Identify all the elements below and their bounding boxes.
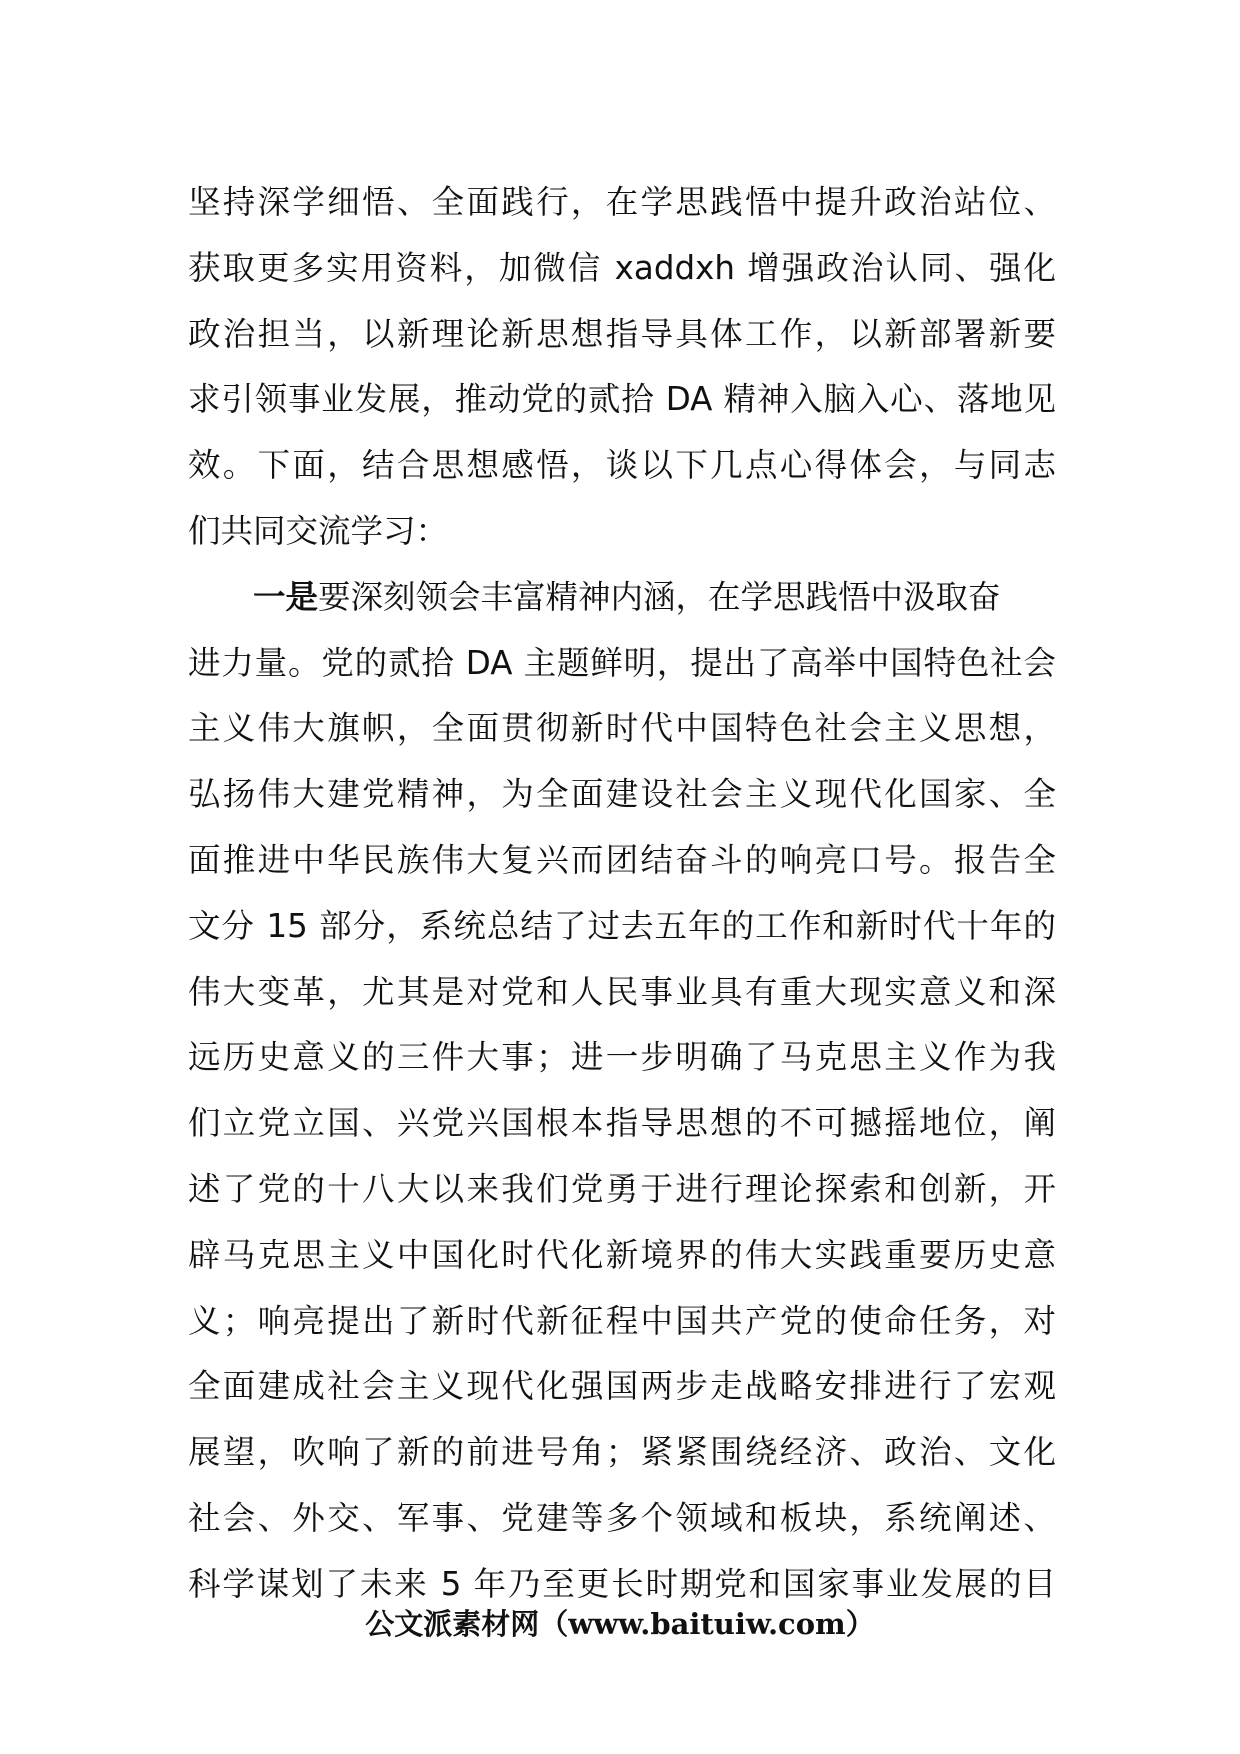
text-line: 主义伟大旗帜，全面贯彻新时代中国特色社会主义思想， bbox=[188, 709, 1056, 748]
text-line: 们共同交流学习： bbox=[188, 511, 449, 550]
document-body bbox=[188, 170, 1056, 1618]
text-line: 文分 15 部分，系统总结了过去五年的工作和新时代十年的 bbox=[188, 906, 1056, 945]
text-line: 社会、外交、军事、党建等多个领域和板块，系统阐述、 bbox=[188, 1498, 1056, 1537]
text-line: 求引领事业发展，推动党的贰拾 DA 精神入脑入心、落地见 bbox=[188, 380, 1056, 419]
paragraph-lead: 一是 bbox=[253, 577, 319, 616]
text-line: 们立党立国、兴党兴国根本指导思想的不可撼摇地位，阐 bbox=[188, 1104, 1056, 1143]
page-footer: 公文派素材网（www.baituiw.com） bbox=[365, 1607, 875, 1641]
paragraph-first-line-text: 要深刻领会丰富精神内涵，在学思践悟中汲取奋 bbox=[318, 577, 1001, 616]
text-line: 辟马克思主义中国化时代化新境界的伟大实践重要历史意 bbox=[188, 1235, 1056, 1274]
paragraph-first-line bbox=[188, 565, 1056, 631]
text-line: 进力量。党的贰拾 DA 主题鲜明，提出了高举中国特色社会 bbox=[188, 643, 1056, 682]
text-line: 展望，吹响了新的前进号角；紧紧围绕经济、政治、文化 bbox=[188, 1433, 1056, 1472]
text-line: 述了党的十八大以来我们党勇于进行理论探索和创新，开 bbox=[188, 1169, 1056, 1208]
text-line: 坚持深学细悟、全面践行，在学思践悟中提升政治站位、 bbox=[188, 183, 1056, 221]
text-line: 面推进中华民族伟大复兴而团结奋斗的响亮口号。报告全 bbox=[188, 840, 1056, 879]
text-line: 全面建成社会主义现代化强国两步走战略安排进行了宏观 bbox=[188, 1367, 1056, 1406]
text-line: 科学谋划了未来 5 年乃至更长时期党和国家事业发展的目 bbox=[188, 1564, 1056, 1603]
text-line: 获取更多实用资料，加微信 xaddxh 增强政治认同、强化 bbox=[188, 248, 1056, 287]
text-line: 远历史意义的三件大事；进一步明确了马克思主义作为我 bbox=[188, 1038, 1056, 1077]
text-line: 义；响亮提出了新时代新征程中国共产党的使命任务，对 bbox=[188, 1301, 1056, 1340]
text-line: 政治担当，以新理论新思想指导具体工作，以新部署新要 bbox=[188, 314, 1056, 353]
text-line: 效。下面，结合思想感悟，谈以下几点心得体会，与同志 bbox=[188, 446, 1056, 485]
text-line: 弘扬伟大建党精神，为全面建设社会主义现代化国家、全 bbox=[188, 775, 1056, 814]
text-line: 伟大变革，尤其是对党和人民事业具有重大现实意义和深 bbox=[188, 972, 1056, 1011]
